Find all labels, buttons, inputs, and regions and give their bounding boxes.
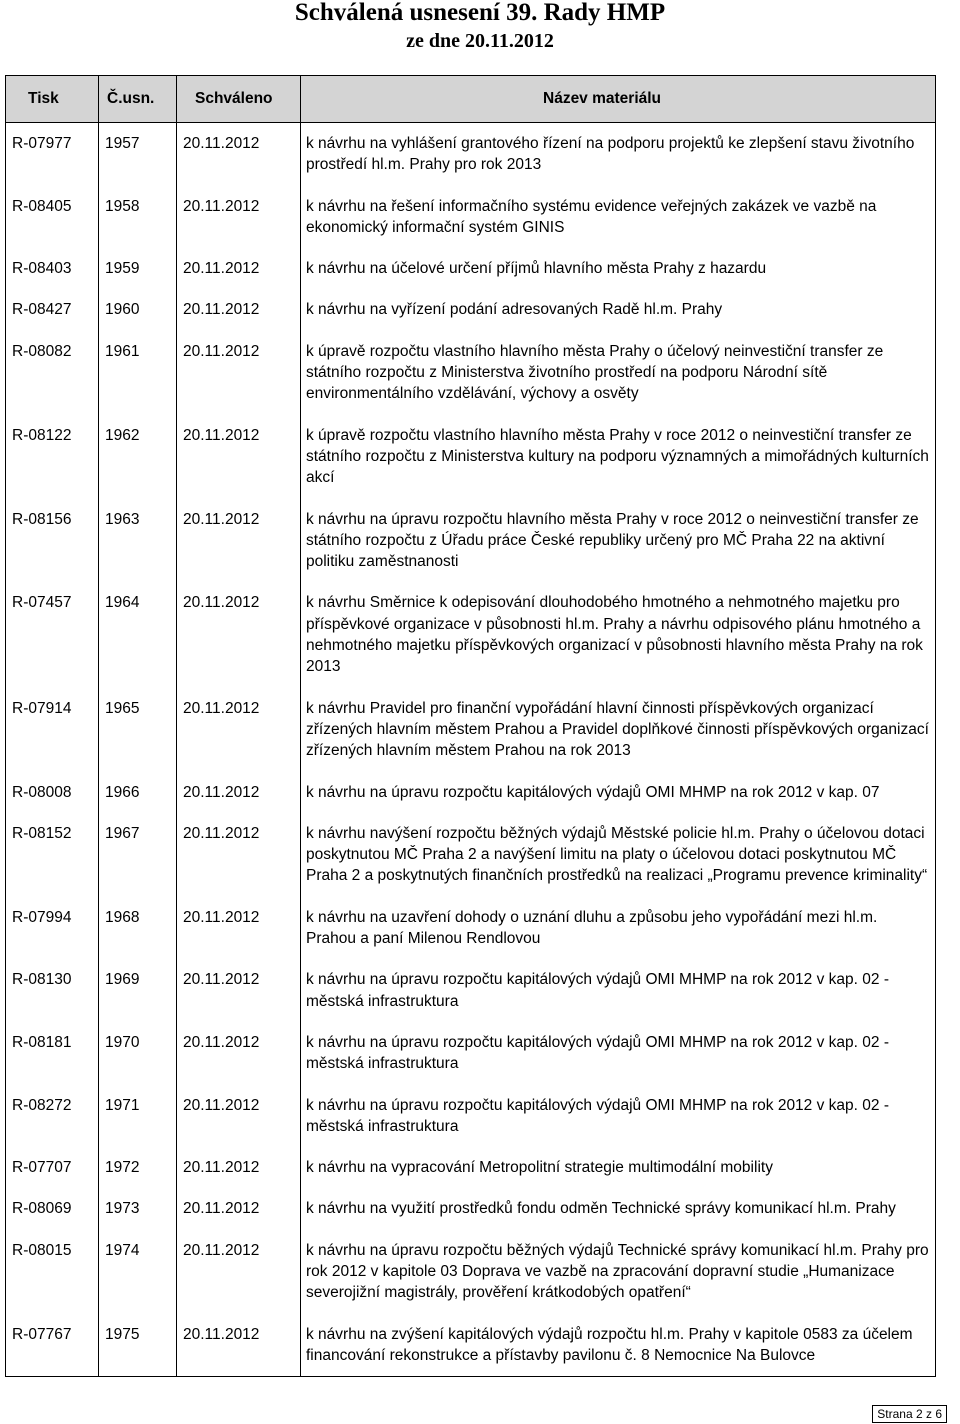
cell-tisk: R-07707 — [12, 1159, 72, 1177]
col-header-cusn: Č.usn. — [99, 76, 177, 123]
table-row — [6, 959, 936, 1022]
cell-name: k návrhu na vypracování Metropolitní strategie multimodální mobility — [306, 1159, 773, 1177]
table-row — [6, 1188, 936, 1229]
cell-tisk: R-07767 — [12, 1325, 72, 1343]
cell-name: k návrhu na úpravu rozpočtu hlavního města Prahy v roce 2012 o neinvestiční transfer ze státního rozpočtu z Úřadu práce České republiky určený pro MČ Praha 22 na aktivní politiku zaměstnanosti — [306, 510, 919, 571]
cell-name: k návrhu navýšení rozpočtu běžných výdajů Městské policie hl.m. Prahy o účelovou dotaci poskytnutou MČ Praha 2 a navýšení limitu na platy o účelovou dotaci poskytnutou MČ Praha 2 a poskytnutých finančních prostředků na realizaci „Programu prevence kriminality“ — [306, 824, 928, 885]
cell-date: 20.11.2012 — [183, 135, 260, 152]
cell-date: 20.11.2012 — [183, 594, 260, 612]
table-row — [6, 813, 936, 897]
cell-tisk: R-07994 — [12, 908, 72, 926]
cell-tisk: R-07914 — [12, 699, 72, 717]
table-row — [6, 415, 936, 499]
cell-cusn: 1973 — [105, 1200, 140, 1218]
table-row — [6, 499, 936, 583]
table-header-row — [6, 76, 936, 123]
cell-tisk: R-08015 — [12, 1241, 72, 1259]
cell-cusn: 1963 — [105, 510, 140, 528]
cell-date: 20.11.2012 — [183, 1159, 260, 1177]
table-row — [6, 582, 936, 687]
title-line-1: Schválená usnesení 39. Rady HMP — [294, 0, 666, 26]
cell-date: 20.11.2012 — [183, 908, 260, 926]
document-title — [0, 0, 960, 53]
col-header-nazev: Název materiálu — [301, 76, 936, 123]
cell-tisk: R-07457 — [12, 594, 72, 612]
cell-date: 20.11.2012 — [183, 260, 260, 278]
cell-date: 20.11.2012 — [183, 197, 260, 215]
cell-date: 20.11.2012 — [183, 971, 260, 989]
cell-date: 20.11.2012 — [183, 699, 260, 717]
cell-tisk: R-08427 — [12, 301, 72, 319]
cell-cusn: 1961 — [105, 342, 140, 360]
cell-name: k návrhu na úpravu rozpočtu běžných výdajů Technické správy komunikací hl.m. Prahy pro rok 2012 v kapitole 03 Doprava ve vazbě na zpracování dopravní studie „Humanizace severojižní magistrály, prověření krátkodobých opatření“ — [306, 1241, 929, 1302]
cell-cusn: 1962 — [105, 426, 140, 444]
cell-cusn: 1959 — [105, 260, 140, 278]
cell-name: k návrhu na řešení informačního systému evidence veřejných zakázek ve vazbě na ekonomický informační systém GINIS — [306, 197, 877, 236]
cell-name: k návrhu na úpravu rozpočtu kapitálových výdajů OMI MHMP na rok 2012 v kap. 02 - městská infrastruktura — [306, 1096, 889, 1135]
cell-date: 20.11.2012 — [183, 510, 260, 528]
cell-cusn: 1966 — [105, 783, 140, 801]
cell-date: 20.11.2012 — [183, 1096, 260, 1114]
cell-date: 20.11.2012 — [183, 1200, 260, 1218]
table-row — [6, 688, 936, 772]
cell-cusn: 1971 — [105, 1096, 140, 1114]
cell-tisk: R-08152 — [12, 824, 72, 842]
cell-cusn: 1972 — [105, 1159, 140, 1177]
cell-date: 20.11.2012 — [183, 301, 260, 319]
cell-tisk: R-08130 — [12, 971, 72, 989]
cell-tisk: R-08082 — [12, 342, 72, 360]
table-row — [6, 1314, 936, 1377]
cell-name: k návrhu Pravidel pro finanční vypořádání hlavní činnosti příspěvkových organizací zřízených hlavním městem Prahou a Pravidel doplňkové činnosti příspěvkových organizací zřízených hlavním městem Prahou na rok 2013 — [306, 699, 929, 760]
cell-date: 20.11.2012 — [183, 1033, 260, 1051]
cell-name: k návrhu na úpravu rozpočtu kapitálových výdajů OMI MHMP na rok 2012 v kap. 07 — [306, 783, 880, 801]
col-header-tisk: Tisk — [6, 76, 99, 123]
cell-date: 20.11.2012 — [183, 783, 260, 801]
cell-name: k návrhu na vyřízení podání adresovaných Radě hl.m. Prahy — [306, 301, 723, 319]
cell-cusn: 1957 — [105, 135, 140, 152]
cell-date: 20.11.2012 — [183, 342, 260, 360]
col-header-schvaleno: Schváleno — [177, 76, 301, 123]
table-row — [6, 331, 936, 415]
cell-name: k návrhu na zvýšení kapitálových výdajů rozpočtu hl.m. Prahy v kapitole 0583 za účelem financování rekonstrukce a přístavby pavilonu č. 8 Nemocnice Na Bulovce — [306, 1325, 913, 1364]
cell-cusn: 1967 — [105, 824, 140, 842]
table-row — [6, 186, 936, 249]
resolutions-table — [5, 75, 936, 1377]
cell-tisk: R-08272 — [12, 1096, 72, 1114]
cell-cusn: 1965 — [105, 699, 140, 717]
table-row — [6, 1022, 936, 1085]
cell-tisk: R-08405 — [12, 197, 72, 215]
cell-cusn: 1960 — [105, 301, 140, 319]
table-row — [6, 897, 936, 960]
cell-name: k úpravě rozpočtu vlastního hlavního města Prahy v roce 2012 o neinvestiční transfer ze státního rozpočtu z Ministerstva kultury na podporu významných a mimořádných kulturních akcí — [306, 426, 929, 487]
cell-date: 20.11.2012 — [183, 1325, 260, 1343]
cell-cusn: 1969 — [105, 971, 140, 989]
cell-name: k návrhu na uzavření dohody o uznání dluhu a způsobu jeho vypořádání mezi hl.m. Prahou a paní Milenou Rendlovou — [306, 908, 878, 948]
cell-tisk: R-08181 — [12, 1033, 72, 1051]
cell-name: k návrhu na úpravu rozpočtu kapitálových výdajů OMI MHMP na rok 2012 v kap. 02 - městská infrastruktura — [306, 1033, 889, 1073]
cell-name: k úpravě rozpočtu vlastního hlavního města Prahy o účelový neinvestiční transfer ze státního rozpočtu z Ministerstva životního prostředí na podporu Národní sítě environmentálního vzdělávání, výchovy a osvěty — [306, 342, 884, 403]
cell-cusn: 1968 — [105, 908, 140, 926]
table-row — [6, 123, 936, 186]
cell-tisk: R-07977 — [12, 135, 72, 152]
cell-tisk: R-08122 — [12, 426, 72, 444]
table-row — [6, 248, 936, 289]
table-row — [6, 772, 936, 813]
cell-name: k návrhu na úpravu rozpočtu kapitálových výdajů OMI MHMP na rok 2012 v kap. 02 - městská infrastruktura — [306, 971, 889, 1010]
cell-cusn: 1964 — [105, 594, 140, 612]
cell-cusn: 1970 — [105, 1033, 140, 1051]
cell-name: k návrhu na vyhlášení grantového řízení na podporu projektů ke zlepšení stavu životního prostředí hl.m. Prahy pro rok 2013 — [306, 135, 915, 174]
cell-name: k návrhu na účelové určení příjmů hlavního města Prahy z hazardu — [306, 260, 767, 278]
cell-name: k návrhu na využití prostředků fondu odměn Technické správy komunikací hl.m. Prahy — [306, 1200, 896, 1218]
cell-tisk: R-08403 — [12, 260, 72, 278]
table-row — [6, 1147, 936, 1188]
title-line-2: ze dne 20.11.2012 — [406, 30, 554, 52]
cell-date: 20.11.2012 — [183, 1241, 260, 1259]
table-row — [6, 289, 936, 330]
table-row — [6, 1230, 936, 1314]
cell-tisk: R-08156 — [12, 510, 72, 528]
cell-tisk: R-08069 — [12, 1200, 72, 1218]
cell-cusn: 1974 — [105, 1241, 140, 1259]
page-number: Strana 2 z 6 — [872, 1405, 947, 1423]
cell-cusn: 1975 — [105, 1325, 140, 1343]
cell-date: 20.11.2012 — [183, 824, 260, 842]
cell-tisk: R-08008 — [12, 783, 72, 801]
cell-name: k návrhu Směrnice k odepisování dlouhodobého hmotného a nehmotného majetku pro příspěvkové organizace v působnosti hl.m. Prahy a návrhu odpisového plánu hmotného a nehmotného majetku příspěvkových organizací v působnosti hlavního města Prahy na rok 2013 — [306, 594, 923, 676]
table-row — [6, 1085, 936, 1148]
cell-date: 20.11.2012 — [183, 426, 260, 444]
cell-cusn: 1958 — [105, 197, 140, 215]
